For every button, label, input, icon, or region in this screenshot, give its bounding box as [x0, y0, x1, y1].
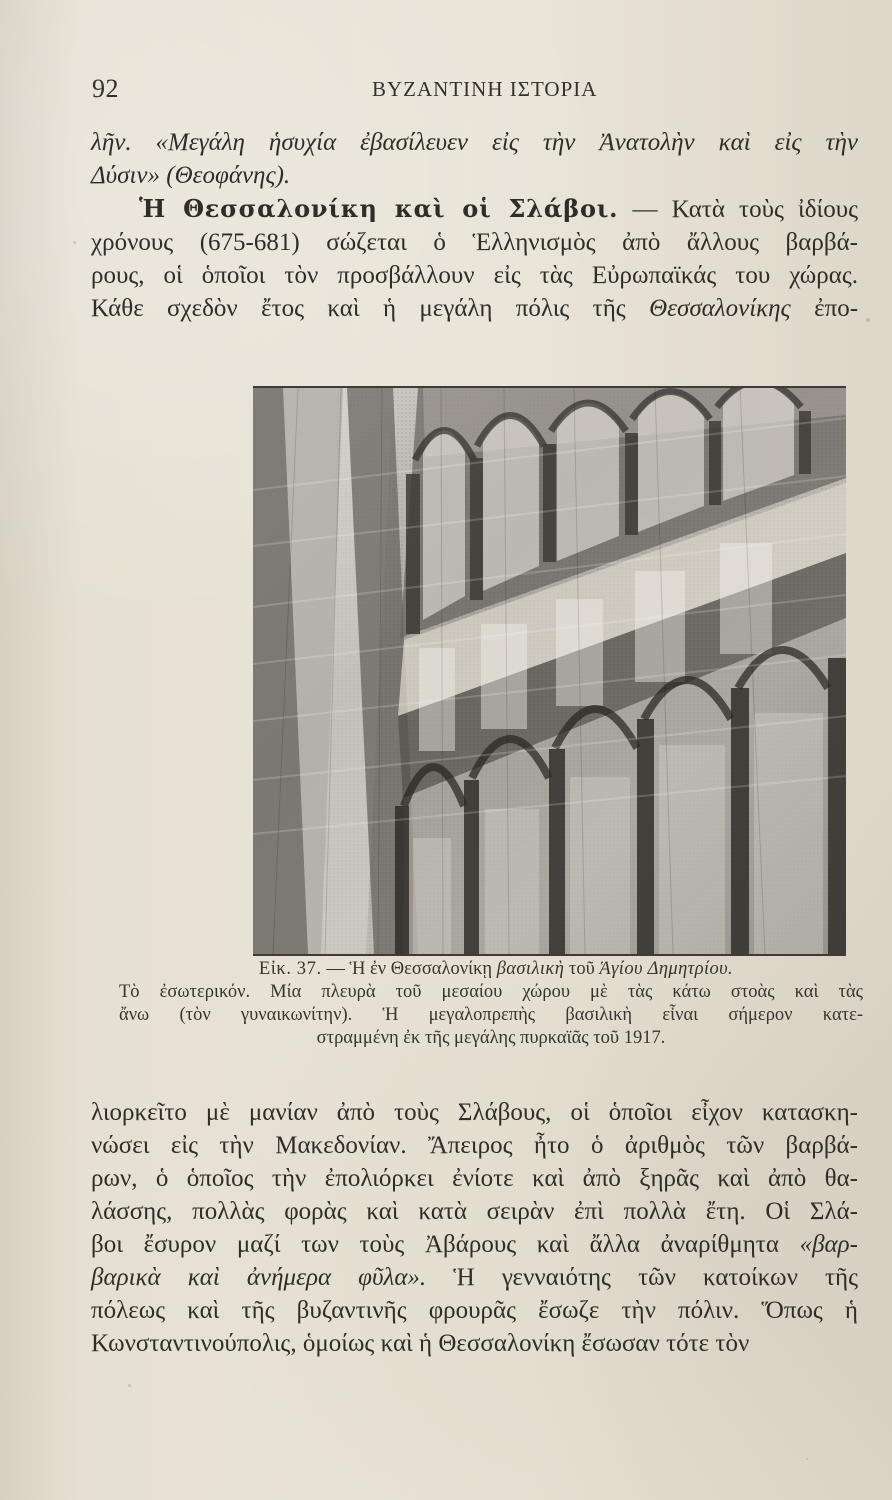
- basilica-photo: [253, 386, 846, 956]
- text-line: [91, 1228, 858, 1261]
- caption-label: Εἰκ. 37.: [258, 959, 322, 979]
- caption-line: στραμμένη ἐκ τῆς μεγάλης πυρκαϊᾶς τοῦ 1917.: [316, 1028, 666, 1048]
- caption-italic-fragment: βασιλικὴ: [496, 959, 565, 979]
- figure-caption: [119, 958, 863, 1050]
- text-fragment: Ἡ γενναιότης τῶν κατοίκων τῆς: [453, 1264, 858, 1291]
- text-fragment: — Κατὰ τοὺς ἰδίους: [632, 196, 859, 223]
- paper-speck: [866, 318, 870, 322]
- running-title: ΒΥΖΑΝΤΙΝΗ ΙΣΤΟΡΙΑ: [372, 77, 598, 101]
- text-line: λῆν. «Μεγάλη ἡσυχία ἐβασίλευεν εἰς τὴν Ἀνατολὴν καὶ εἰς τὴν: [91, 129, 858, 156]
- caption-line: [119, 958, 863, 981]
- section-title: Ἡ Θεσσαλονίκη καὶ οἱ Σλάβοι.: [139, 194, 619, 223]
- text-line: ρους, οἱ ὁποῖοι τὸν προσβάλλουν εἰς τὰς Εὐρωπαϊκάς του χώρας.: [91, 262, 858, 289]
- page-header: [92, 74, 816, 108]
- caption-line: Τὸ ἐσωτερικόν. Μία πλευρὰ τοῦ μεσαίου χώρου μὲ τὰς κάτω στοὰς καὶ τὰς: [119, 982, 863, 1002]
- text-line: [91, 1261, 858, 1294]
- text-line: νώσει εἰς τὴν Μακεδονίαν. Ἄπειρος ἦτο ὁ ἀριθμὸς τῶν βαρβά-: [91, 1132, 858, 1159]
- paper-speck: [806, 1458, 808, 1460]
- text-fragment: Κάθε σχεδὸν ἔτος καὶ ἡ μεγάλη πόλις τῆς: [91, 295, 626, 322]
- italic-text-fragment: βαρικὰ καὶ ἀνήμερα φῦλα».: [91, 1264, 427, 1291]
- page-number: 92: [92, 74, 119, 103]
- basilica-interior-image: [253, 388, 846, 954]
- text-line: ρων, ὁ ὁποῖος τὴν ἐπολιόρκει ἐνίοτε καὶ ἀπὸ ξηρᾶς καὶ ἀπὸ θα-: [91, 1165, 858, 1192]
- text-line: λιορκεῖτο μὲ μανίαν ἀπὸ τοὺς Σλάβους, οἱ ὁποῖοι εἶχον κατασκη-: [91, 1099, 858, 1126]
- caption-fragment: τοῦ: [568, 959, 595, 979]
- paper-speck: [128, 1384, 131, 1387]
- text-line: Δύσιν» (Θεοφάνης).: [91, 162, 291, 189]
- text-line: λάσσης, πολλὰς φορὰς καὶ κατὰ σειρὰν ἐπὶ πολλὰ ἔτη. Οἱ Σλά-: [91, 1198, 858, 1225]
- text-line: πόλεως καὶ τῆς βυζαντινῆς φρουρᾶς ἔσωζε τὴν πόλιν. Ὅπως ἡ: [91, 1297, 858, 1324]
- top-text-block: [91, 126, 858, 325]
- section-heading-line: [91, 192, 858, 226]
- text-line: [91, 292, 858, 325]
- text-fragment: βοι ἔσυρον μαζί των τοὺς Ἀβάρους καὶ ἄλλα ἀναρίθμητα: [91, 1231, 779, 1258]
- italic-text-fragment: «βαρ-: [799, 1231, 858, 1258]
- paper-speck: [73, 241, 76, 244]
- caption-line: ἄνω (τὸν γυναικωνίτην). Ἡ μεγαλοπρεπὴς βασιλικὴ εἶναι σήμερον κατε-: [119, 1005, 863, 1025]
- caption-italic-fragment: Ἁγίου Δημητρίου.: [599, 959, 734, 979]
- bottom-text-block: [91, 1096, 858, 1360]
- text-fragment: ἐπο-: [814, 295, 859, 322]
- caption-fragment: — Ἡ ἐν Θεσσαλονίκῃ: [326, 959, 493, 979]
- text-line: Κωνσταντινούπολις, ὁμοίως καὶ ἡ Θεσσαλονίκη ἔσωσαν τότε τὸν: [91, 1330, 750, 1357]
- italic-text-fragment: Θεσσαλονίκης: [649, 295, 791, 322]
- text-line: χρόνους (675-681) σώζεται ὁ Ἑλληνισμὸς ἀπὸ ἄλλους βαρβά-: [91, 229, 858, 256]
